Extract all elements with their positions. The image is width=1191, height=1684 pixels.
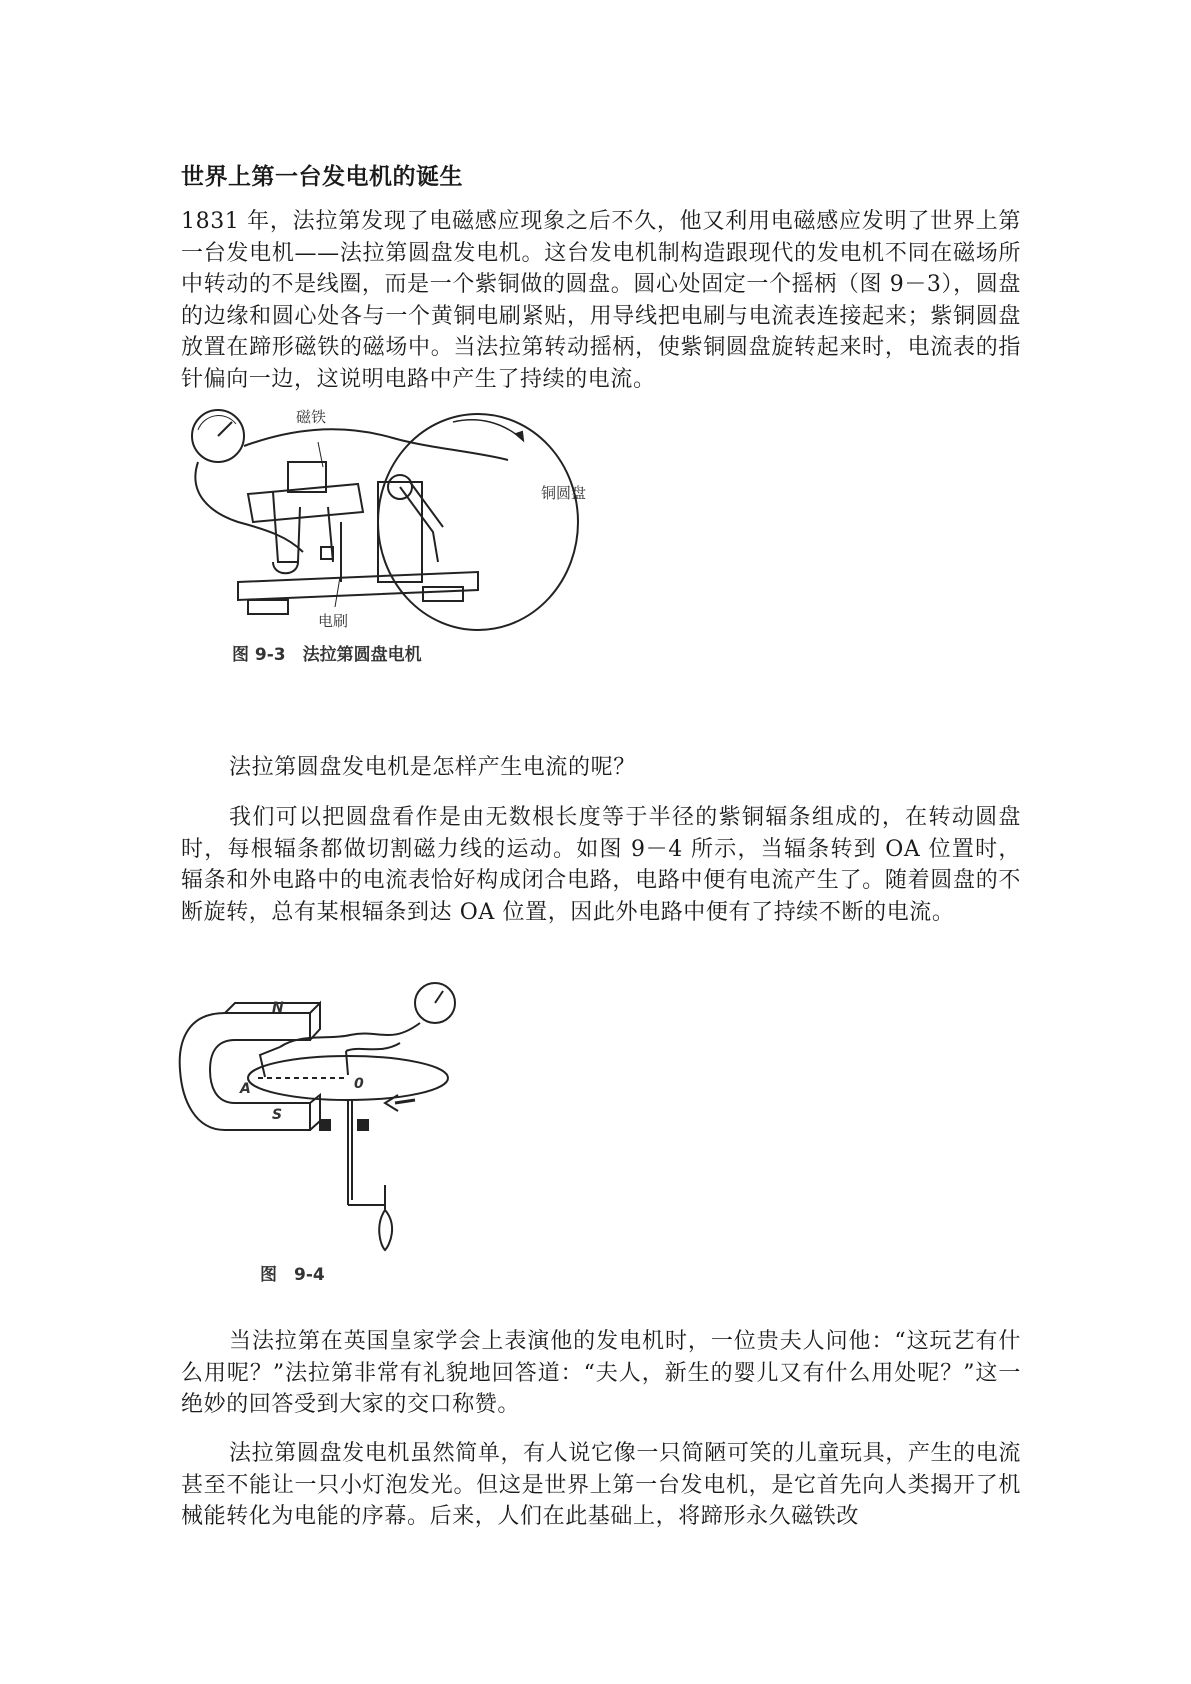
- disc-magnet-illustration: [180, 985, 520, 1295]
- paragraph-explanation: 我们可以把圆盘看作是由无数根长度等于半径的紫铜辐条组成的，在转动圆盘时，每根辐条都做切割磁力线的运动。如图 9－4 所示，当辐条转到 OA 位置时，辐条和外电路中的电流表恰好构成闭合电路，电路中便有电流产生了。随着圆盘的不断旋转，总有某根辐条到达 OA 位置，因此外电路中便有了持续不断的电流。: [181, 805, 1021, 925]
- label-magnet: 磁铁: [296, 408, 327, 426]
- copper-disc-shape: [378, 414, 578, 630]
- label-a: A: [240, 1081, 251, 1097]
- label-o: 0: [354, 1076, 364, 1092]
- horseshoe-magnet-shape: [180, 1013, 310, 1130]
- paragraph-anecdote: 当法拉第在英国皇家学会上表演他的发电机时，一位贵夫人问他：“这玩艺有什么用呢？”法拉第非常有礼貌地回答道：“夫人，新生的婴儿又有什么用处呢？”这一绝妙的回答受到大家的交口称赞。: [181, 1329, 1021, 1417]
- paragraph-significance: 法拉第圆盘发电机虽然简单，有人说它像一只简陋可笑的儿童玩具，产生的电流甚至不能让一只小灯泡发光。但这是世界上第一台发电机，是它首先向人类揭开了机械能转化为电能的序幕。后来，人们在此基础上，将蹄形永久磁铁改: [181, 1441, 1021, 1529]
- figure-faraday-disc-generator: [178, 408, 598, 702]
- label-brush: 电刷: [318, 612, 349, 630]
- figure-9-3-caption: 图 9-3 法拉第圆盘电机: [232, 645, 422, 665]
- figure-9-4-caption: 图 9-4: [260, 1265, 325, 1285]
- paragraph-invention: 1831 年，法拉第发现了电磁感应现象之后不久，他又利用电磁感应发明了世界上第一台发电机——法拉第圆盘发电机。这台发电机制构造跟现代的发电机不同在磁场所中转动的不是线圈，而是一个紫铜做的圆盘。圆心处固定一个摇柄（图 9－3），圆盘的边缘和圆心处各与一个黄铜电刷紧贴，用导线把电刷与电流表连接起来；紫铜圆盘放置在蹄形磁铁的磁场中。当法拉第转动摇柄，使紫铜圆盘旋转起来时，电流表的指针偏向一边，这说明电路中产生了持续的电流。: [181, 209, 1021, 392]
- article-title: 世界上第一台发电机的诞生: [181, 164, 463, 190]
- label-copper-disc: 铜圆盘: [541, 484, 587, 502]
- figure-disc-in-magnet: [180, 985, 520, 1295]
- faraday-disc-illustration: [178, 408, 598, 702]
- question-line: 法拉第圆盘发电机是怎样产生电流的呢？: [229, 755, 636, 780]
- label-north: N: [272, 1000, 284, 1016]
- label-south: S: [272, 1107, 283, 1123]
